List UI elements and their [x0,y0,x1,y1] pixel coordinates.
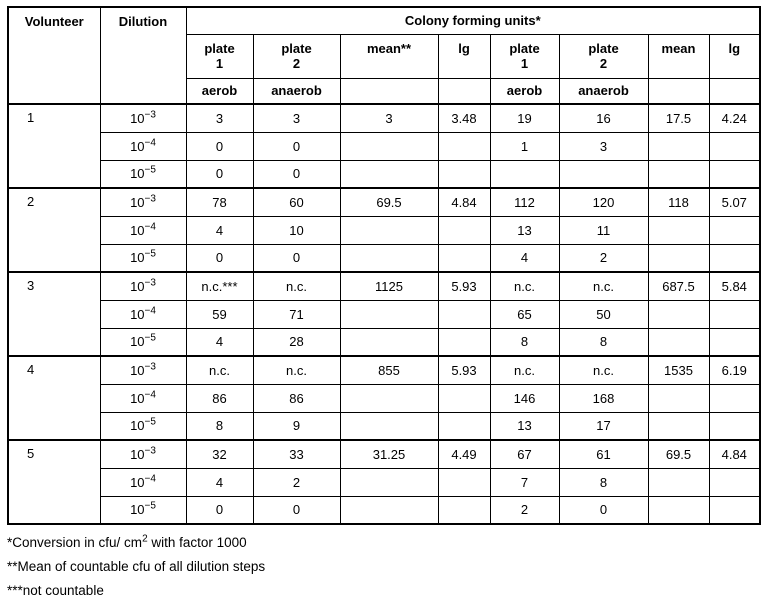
header-sub-5: aerob [490,78,559,104]
data-cell: 0 [186,132,253,160]
table-row [8,412,760,440]
header-sub-3 [340,78,438,104]
data-cell: 0 [186,244,253,272]
dilution-value: $10^{-5}$ [100,328,186,356]
dilution-exponent: −3 [144,277,156,289]
dilution-value: $10^{-5}$ [100,496,186,524]
dilution-value: $10^{-4}$ [100,132,186,160]
header-sub-8 [709,78,760,104]
data-cell: 32 [186,440,253,468]
data-cell: 10 [253,216,340,244]
data-cell: 13 [490,216,559,244]
volunteer-number: 5 [8,440,100,524]
data-cell: 0 [253,244,340,272]
table-row [8,272,760,300]
data-cell: 33 [253,440,340,468]
header-sub-6: anaerob [559,78,648,104]
table-row [8,188,760,216]
dilution-exponent: −3 [144,361,156,373]
data-cell [709,300,760,328]
dilution-value: $10^{-3}$ [100,356,186,384]
data-cell: 61 [559,440,648,468]
dilution-value: $10^{-3}$ [100,440,186,468]
data-cell [340,160,438,188]
dilution-value: $10^{-4}$ [100,216,186,244]
data-cell [438,300,490,328]
data-cell: 67 [490,440,559,468]
data-cell [709,244,760,272]
data-cell [438,244,490,272]
data-cell: 3 [253,104,340,132]
dilution-exponent: −3 [144,193,156,205]
data-cell [709,384,760,412]
data-cell [648,384,709,412]
footnote-not-countable: ***not countable [7,583,104,598]
data-cell [648,216,709,244]
data-cell: 16 [559,104,648,132]
volunteer-number: 4 [8,356,100,440]
data-cell [438,496,490,524]
dilution-value: $10^{-3}$ [100,272,186,300]
dilution-exponent: −5 [144,164,156,176]
data-cell: 1125 [340,272,438,300]
header-col-2: plate 2 [253,34,340,78]
table-row [8,104,760,132]
data-cell: 4 [186,216,253,244]
data-cell: 19 [490,104,559,132]
data-cell [709,328,760,356]
data-cell [709,412,760,440]
data-cell: 6.19 [709,356,760,384]
data-cell: 8 [559,328,648,356]
table-row [8,160,760,188]
dilution-value: $10^{-5}$ [100,412,186,440]
data-cell [340,244,438,272]
data-cell [648,160,709,188]
data-cell [559,160,648,188]
header-dilution: Dilution [100,7,186,104]
data-cell: n.c. [559,272,648,300]
table-row [8,496,760,524]
dilution-value: $10^{-4}$ [100,468,186,496]
dilution-exponent: −4 [144,137,156,149]
data-cell: 1 [490,132,559,160]
data-cell: 0 [253,132,340,160]
dilution-exponent: −4 [144,305,156,317]
volunteer-number: 2 [8,188,100,272]
data-cell [340,132,438,160]
data-cell: 168 [559,384,648,412]
dilution-value: $10^{-5}$ [100,244,186,272]
data-cell: 112 [490,188,559,216]
dilution-exponent: −4 [144,473,156,485]
data-cell: 69.5 [340,188,438,216]
data-cell [648,132,709,160]
data-cell: 17 [559,412,648,440]
data-cell [648,496,709,524]
data-cell: 1535 [648,356,709,384]
data-cell: 11 [559,216,648,244]
data-cell: 9 [253,412,340,440]
data-cell: 0 [559,496,648,524]
data-cell [709,496,760,524]
dilution-value: $10^{-3}$ [100,188,186,216]
data-cell: n.c. [490,356,559,384]
data-cell: 86 [186,384,253,412]
cfu-table [7,6,761,525]
data-cell: 146 [490,384,559,412]
data-cell [340,216,438,244]
data-cell: 5.93 [438,356,490,384]
data-cell: 2 [559,244,648,272]
volunteer-number: 1 [8,104,100,188]
data-cell: 28 [253,328,340,356]
table-row [8,328,760,356]
data-cell: 687.5 [648,272,709,300]
data-cell: 7 [490,468,559,496]
data-cell [438,412,490,440]
table-row [8,244,760,272]
data-cell: 13 [490,412,559,440]
data-cell: 86 [253,384,340,412]
data-cell: 2 [490,496,559,524]
data-cell [490,160,559,188]
data-cell [340,496,438,524]
data-cell: 50 [559,300,648,328]
header-sub-1: aerob [186,78,253,104]
header-col-4: lg [438,34,490,78]
header-col-8: lg [709,34,760,78]
data-cell: 2 [253,468,340,496]
data-cell [438,160,490,188]
footnote-mean: **Mean of countable cfu of all dilution steps [7,559,266,574]
dilution-value: $10^{-4}$ [100,384,186,412]
footnotes [7,531,767,603]
data-cell: 118 [648,188,709,216]
header-sub-7 [648,78,709,104]
data-cell: 59 [186,300,253,328]
header-col-1: plate 1 [186,34,253,78]
table-row [8,384,760,412]
header-cfu-title: Colony forming units* [186,7,760,34]
data-cell: 4.49 [438,440,490,468]
data-cell: 0 [186,496,253,524]
data-cell [709,132,760,160]
dilution-value: $10^{-4}$ [100,300,186,328]
dilution-exponent: −5 [144,248,156,260]
data-cell [438,328,490,356]
data-cell: 71 [253,300,340,328]
header-col-7: mean [648,34,709,78]
data-cell [340,328,438,356]
data-cell [709,216,760,244]
dilution-exponent: −4 [144,221,156,233]
data-cell [340,468,438,496]
data-cell: 5.07 [709,188,760,216]
data-cell [648,244,709,272]
table-row [8,440,760,468]
data-cell [648,468,709,496]
header-volunteer: Volunteer [8,7,100,104]
data-cell: n.c. [186,356,253,384]
data-cell: 65 [490,300,559,328]
dilution-exponent: −4 [144,389,156,401]
data-cell [438,468,490,496]
data-cell: 3 [559,132,648,160]
data-cell: 855 [340,356,438,384]
data-cell: n.c. [253,356,340,384]
data-cell [340,300,438,328]
header-col-5: plate 1 [490,34,559,78]
data-cell [438,132,490,160]
table-row [8,132,760,160]
data-cell: 0 [253,496,340,524]
data-cell: 69.5 [648,440,709,468]
data-cell: n.c. [559,356,648,384]
data-cell [438,384,490,412]
header-sub-4 [438,78,490,104]
header-col-6: plate 2 [559,34,648,78]
data-cell: n.c. [253,272,340,300]
data-cell: 17.5 [648,104,709,132]
superscript-2: 2 [142,533,148,545]
dilution-exponent: −5 [144,332,156,344]
header-col-3: mean** [340,34,438,78]
data-cell: 4.24 [709,104,760,132]
data-cell [648,300,709,328]
data-cell: 5.84 [709,272,760,300]
header-sub-2: anaerob [253,78,340,104]
data-cell: 60 [253,188,340,216]
data-cell: 4 [186,328,253,356]
dilution-exponent: −5 [144,416,156,428]
data-cell: 3 [340,104,438,132]
dilution-value: $10^{-5}$ [100,160,186,188]
table-row [8,216,760,244]
data-cell [648,328,709,356]
dilution-exponent: −5 [144,500,156,512]
data-cell: n.c. [490,272,559,300]
data-cell [709,160,760,188]
dilution-exponent: −3 [144,445,156,457]
data-cell [340,412,438,440]
data-cell: 3.48 [438,104,490,132]
data-cell: 5.93 [438,272,490,300]
dilution-value: $10^{-3}$ [100,104,186,132]
data-cell: 120 [559,188,648,216]
data-cell [438,216,490,244]
data-cell: 4.84 [709,440,760,468]
data-cell: 0 [186,160,253,188]
data-cell: 4 [186,468,253,496]
data-cell: 78 [186,188,253,216]
footnote-conversion: *Conversion in cfu/ $cm^2$ with factor 1000 [7,533,247,550]
data-cell: 4 [490,244,559,272]
data-cell: 8 [186,412,253,440]
data-cell: 8 [559,468,648,496]
data-cell [648,412,709,440]
dilution-exponent: −3 [144,109,156,121]
data-cell: 31.25 [340,440,438,468]
data-cell: 0 [253,160,340,188]
data-cell: 8 [490,328,559,356]
data-cell: 4.84 [438,188,490,216]
data-cell [709,468,760,496]
table-row [8,300,760,328]
data-cell: 3 [186,104,253,132]
table-row [8,468,760,496]
table-row [8,356,760,384]
data-cell [340,384,438,412]
volunteer-number: 3 [8,272,100,356]
data-cell: n.c.*** [186,272,253,300]
